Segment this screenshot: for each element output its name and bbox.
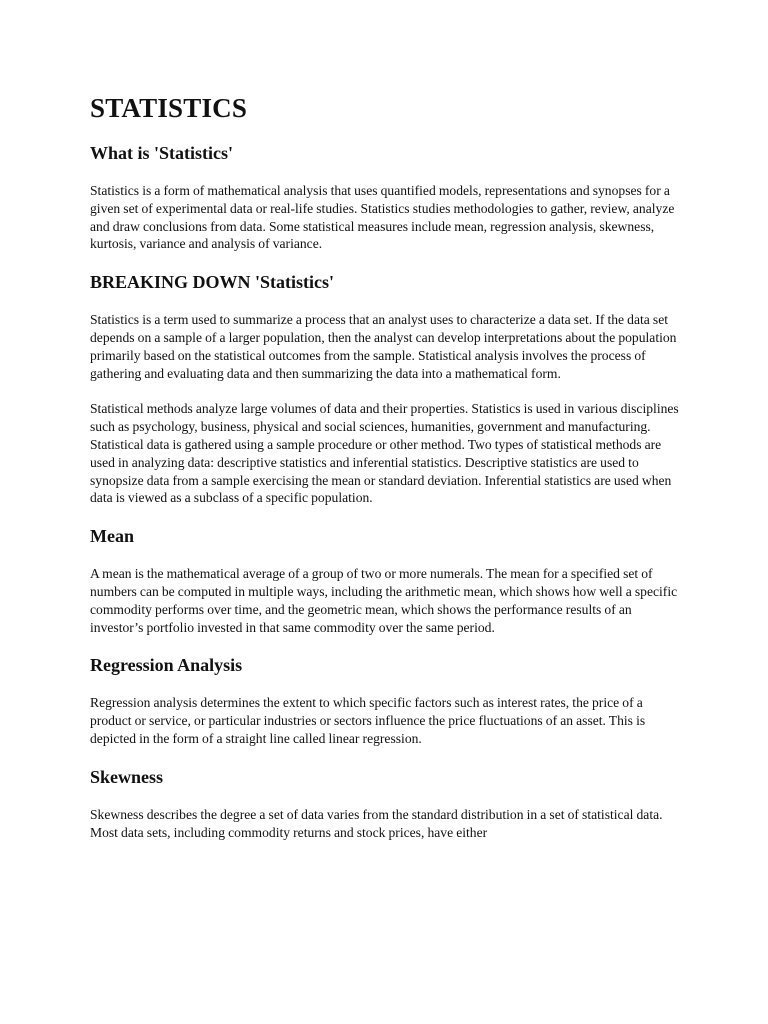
document-page (90, 92, 682, 859)
section-regression-analysis (90, 654, 682, 747)
section-paragraph: A mean is the mathematical average of a group of two or more numerals. The mean for a specified set of numbers can be computed in multiple ways, including the arithmetic mean, which shows how well a specific commodity performs over time, and the geometric mean, which shows the performance results of an investor’s portfolio invested in that same commodity over the same period. (90, 566, 678, 635)
section-heading: Regression Analysis (90, 655, 243, 676)
section-paragraph: Statistics is a term used to summarize a process that an analyst uses to characterize a data set. If the data set depends on a sample of a larger population, then the analyst can develop interpretations about the population primarily based on the statistical outcomes from the sample. Statistical analysis involves the process of gathering and evaluating data and then summarizing the data into a mathematical form. (90, 312, 677, 381)
section-paragraph: Statistics is a form of mathematical analysis that uses quantified models, representations and synopses for a given set of experimental data or real-life studies. Statistics studies methodologies to gather, review, analyze and draw conclusions from data. Some statistical measures include mean, regression analysis, skewness, kurtosis, variance and analysis of variance. (90, 183, 675, 252)
section-skewness (90, 766, 682, 842)
document-title: STATISTICS (90, 93, 248, 123)
section-heading: Skewness (90, 766, 164, 787)
section-paragraph: Statistical methods analyze large volumes of data and their properties. Statistics is used in various disciplines such as psychology, business, physical and social sciences, humanities, government and manufacturing. Statistical data is gathered using a sample procedure or other method. Two types of statistical methods are used in analyzing data: descriptive statistics and inferential statistics. Descriptive statistics are used to synopsize data from a sample exercising the mean or standard deviation. Inferential statistics are used when data is viewed as a subclass of a specific population. (90, 401, 679, 506)
section-breaking-down-statistics (90, 271, 682, 507)
section-heading: What is 'Statistics' (90, 143, 234, 163)
section-heading: Mean (90, 526, 134, 547)
section-what-is-statistics (90, 142, 682, 253)
section-heading: BREAKING DOWN 'Statistics' (90, 272, 335, 293)
section-paragraph: Skewness describes the degree a set of data varies from the standard distribution in a set of statistical data. Most data sets, including commodity returns and stock prices, have either (90, 806, 663, 840)
section-paragraph: Regression analysis determines the extent to which specific factors such as interest rates, the price of a product or service, or particular industries or sectors influence the price fluctuations of an asset. This is depicted in the form of a straight line called linear regression. (90, 695, 646, 746)
section-mean (90, 525, 682, 636)
